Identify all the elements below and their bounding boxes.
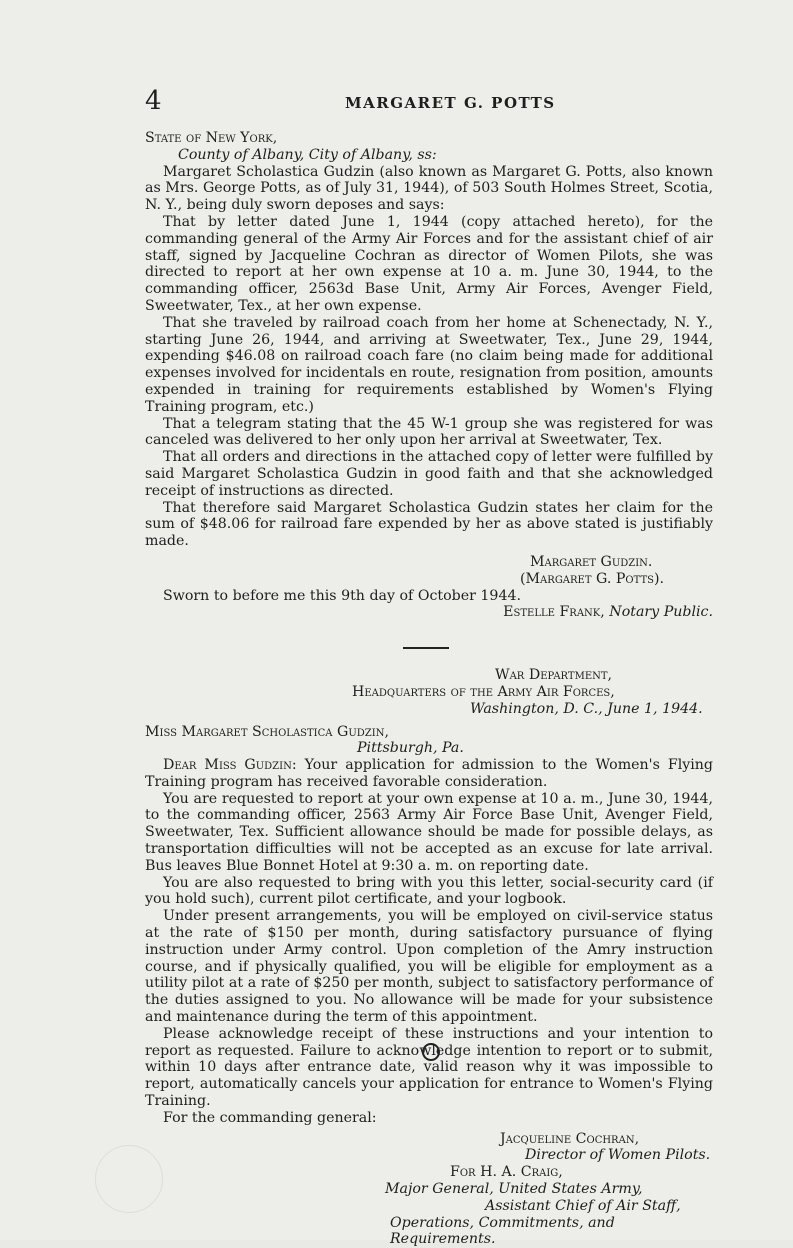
letter-place-date: Washington, D. C., June 1, 1944. — [470, 700, 703, 717]
craig-title-3: Operations, Commitments, and Requirements. — [390, 1214, 615, 1248]
affidavit-paragraph: That therefore said Margaret Scholastica Gudzin states her claim for the sum of $48.06 for railroad fare expended by her as above stated is justifiably made. — [145, 499, 713, 550]
venue-county: County of Albany, City of Albany, ss: — [178, 146, 437, 163]
letter-paragraph: You are also requested to bring with you this letter, social-security card (if you hold such), current pilot certificate, and your logbook. — [145, 874, 713, 908]
affidavit-paragraph: That a telegram stating that the 45 W-1 group she was registered for was canceled was delivered to her only upon her arrival at Sweetwater, Tex. — [145, 415, 713, 449]
craig-title-2: Assistant Chief of Air Staff, — [485, 1197, 681, 1214]
notary-title: Notary Public. — [609, 604, 713, 621]
letter-salutation-paragraph — [145, 757, 713, 791]
document-body — [145, 130, 713, 1248]
letter-closing: For the commanding general: — [163, 1109, 377, 1126]
affiant-alias: (Margaret G. Potts). — [520, 570, 665, 587]
letter-paragraph: You are requested to report at your own expense at 10 a. m., June 30, 1944, to the commanding officer, 2563 Army Air Force Base Unit, Avenger Field, Sweetwater, Tex. Sufficient allowance should be made for possible delays, as transportation difficulties will not be accepted as an excuse for late arrival. Bus leaves Blue Bonnet Hotel at 9:30 a. m. on reporting date. — [145, 790, 713, 874]
page-number: 4 — [145, 86, 162, 116]
end-mark-circle-icon — [422, 1043, 440, 1061]
craig-title-1: Major General, United States Army, — [385, 1181, 643, 1198]
addressee-name: Miss Margaret Scholastica Gudzin, — [145, 723, 389, 740]
affidavit — [145, 130, 713, 621]
salutation-text: Your application for admission to the Women's Flying Training program has received favorable consideration. — [145, 757, 714, 790]
page-header — [145, 86, 705, 116]
venue-state: State of New York, — [145, 130, 278, 146]
signer-name: Jacqueline Cochran, — [500, 1130, 640, 1147]
affidavit-paragraph: That by letter dated June 1, 1944 (copy attached hereto), for the commanding general of the Army Air Forces and for the assistant chief of air staff, signed by Jacqueline Cochran as director of Women Pilots, she was directed to report at her own expense at 10 a. m. June 30, 1944, to the commanding officer, 2563d Base Unit, Army Air Forces, Avenger Field, Sweetwater, Tex., at her own expense. — [145, 213, 713, 314]
letter-paragraph: Under present arrangements, you will be employed on civil-service status at the rate of $150 per month, during satisfactory pursuance of flying instruction under Army control. Upon completion of the Amry instruction course, and if physically qualified, you will be eligible for employment as a utility pilot at a rate of $250 per month, subject to satisfactory performance of the duties assigned to you. No allowance will be made for your subsistence and maintenance during the term of this appointment. — [145, 908, 713, 1026]
letter-org-line2: Headquarters of the Army Air Forces, — [352, 683, 615, 700]
running-title: MARGARET G. POTTS — [345, 94, 556, 112]
affidavit-paragraph: Margaret Scholastica Gudzin (also known as Margaret G. Potts, also known as Mrs. George Potts, as of July 31, 1944), of 503 South Holmes Street, Scotia, N. Y., being duly sworn deposes and says: — [145, 163, 713, 214]
section-divider — [403, 647, 449, 649]
letter — [145, 667, 713, 1248]
for-line: For H. A. Craig, — [450, 1164, 563, 1181]
salutation: Dear Miss Gudzin: — [163, 757, 297, 774]
letter-org-line1: War Department, — [495, 667, 613, 684]
signer-title: Director of Women Pilots. — [525, 1147, 711, 1164]
faded-stamp-icon — [95, 1145, 163, 1213]
notary-signature — [145, 604, 713, 621]
letter-paragraph: Please acknowledge receipt of these instructions and your intention to report as requested. Failure to acknowledge intention to report or to submit, within 10 days after entrance date, valid reason why it was impossible to report, automatically cancels your application for entrance to Women's Flying Training. — [145, 1025, 713, 1110]
affidavit-paragraph: That she traveled by railroad coach from her home at Schenectady, N. Y., starting June 26, 1944, and arriving at Sweetwater, Tex., June 29, 1944, expending $46.08 on railroad coach fare (no claim being made for additional expenses involved for incidentals en route, resignation from position, amounts expended in training for requirements established by Women's Flying Training program, etc.) — [145, 314, 713, 415]
affiant-signature: Margaret Gudzin. — [530, 553, 653, 570]
sworn-statement: Sworn to before me this 9th day of October 1944. — [163, 587, 522, 604]
notary-name: Estelle Frank, — [503, 604, 605, 621]
addressee-city: Pittsburgh, Pa. — [357, 740, 464, 757]
affidavit-paragraph: That all orders and directions in the attached copy of letter were fulfilled by said Margaret Scholastica Gudzin in good faith and that she acknowledged receipt of instructions as directed. — [145, 449, 713, 499]
